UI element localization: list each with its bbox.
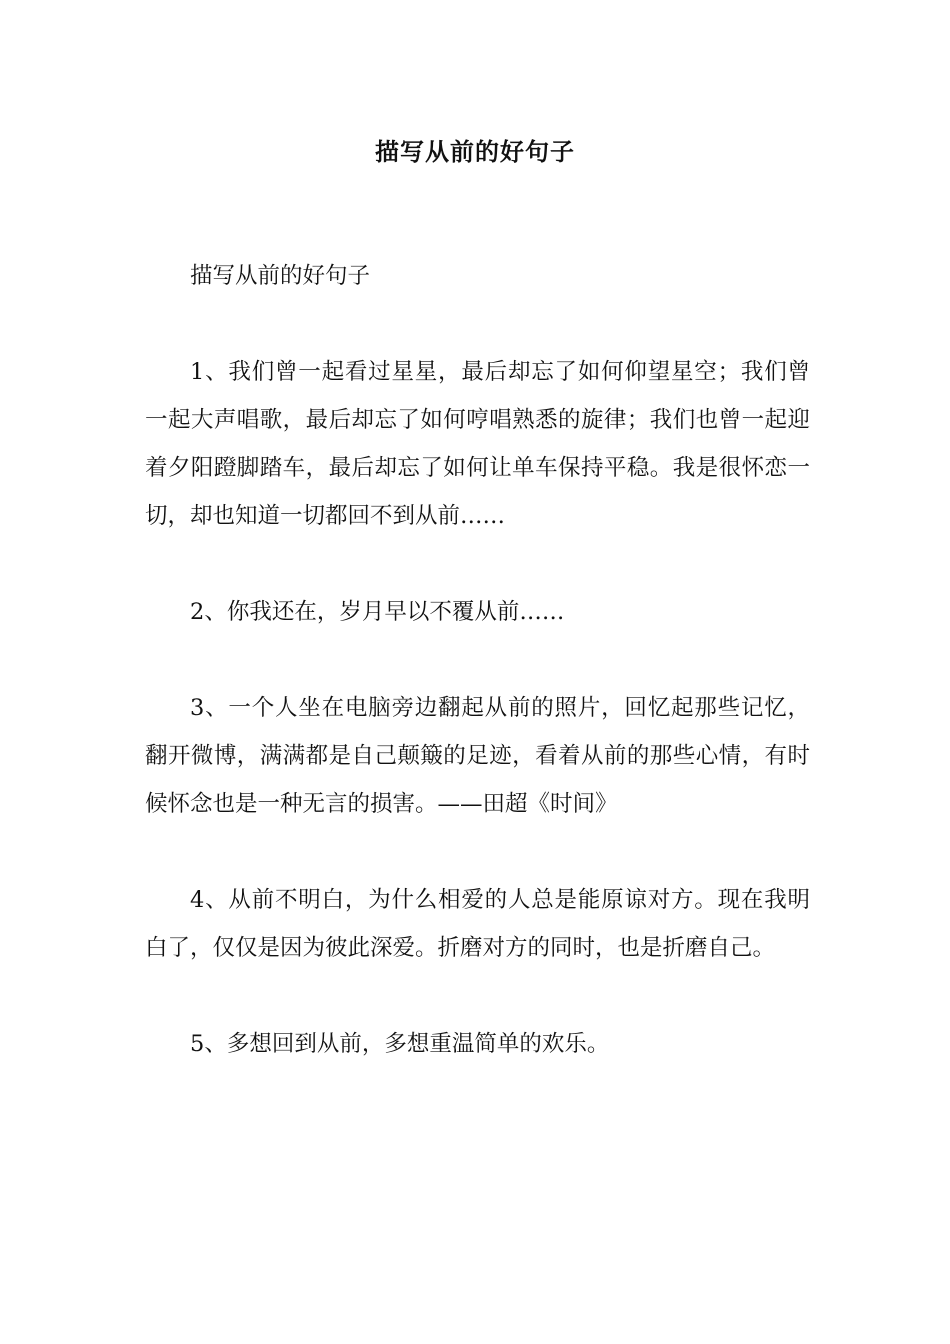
quote-paragraph-1: 1、我们曾一起看过星星，最后却忘了如何仰望星空；我们曾一起大声唱歌，最后却忘了如何哼唱熟悉的旋律；我们也曾一起迎着夕阳蹬脚踏车，最后却忘了如何让单车保持平稳。我是很怀恋一切，却也知道一切都回不到从前……	[145, 359, 810, 529]
quote-paragraph-3: 3、一个人坐在电脑旁边翻起从前的照片，回忆起那些记忆，翻开微博，满满都是自己颠簸的足迹，看着从前的那些心情，有时候怀念也是一种无言的损害。——田超《时间》	[145, 695, 810, 817]
document-title: 描写从前的好句子	[375, 137, 575, 166]
document-body	[145, 252, 810, 1068]
quote-paragraph-4: 4、从前不明白，为什么相爱的人总是能原谅对方。现在我明白了，仅仅是因为彼此深爱。折磨对方的同时，也是折磨自己。	[145, 887, 810, 961]
subtitle-paragraph: 描写从前的好句子	[190, 263, 371, 289]
quote-paragraph-2: 2、你我还在，岁月早以不覆从前……	[190, 599, 565, 625]
quote-paragraph-5: 5、多想回到从前，多想重温简单的欢乐。	[190, 1031, 610, 1057]
